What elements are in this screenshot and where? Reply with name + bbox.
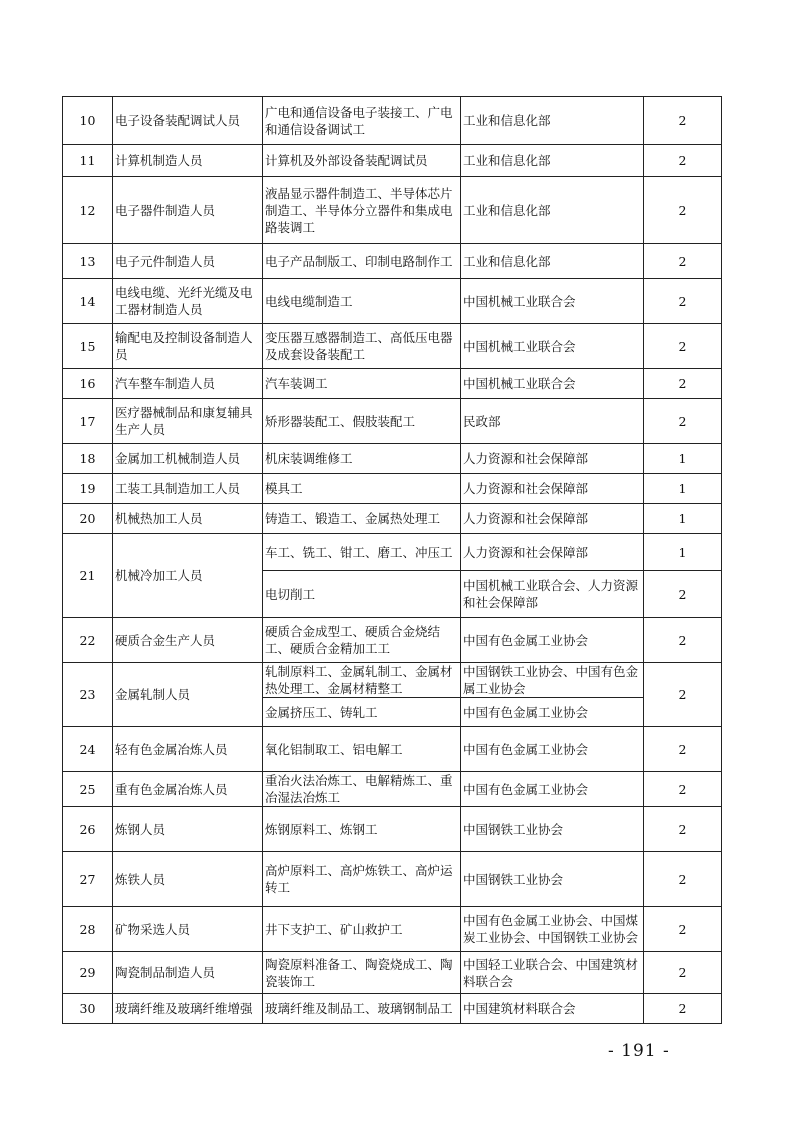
row-number: 30 [63, 994, 113, 1024]
department: 中国有色金属工业协会 [461, 727, 644, 772]
row-number: 17 [63, 399, 113, 444]
count: 2 [644, 399, 722, 444]
count: 1 [644, 504, 722, 534]
row-number: 16 [63, 369, 113, 399]
job-titles: 电线电缆制造工 [263, 279, 461, 324]
count: 2 [644, 145, 722, 177]
department: 中国建筑材料联合会 [461, 994, 644, 1024]
job-titles: 电子产品制版工、印制电路制作工 [263, 244, 461, 279]
count: 2 [644, 369, 722, 399]
job-titles: 变压器互感器制造工、高低压电器及成套设备装配工 [263, 324, 461, 369]
count: 1 [644, 534, 722, 571]
department: 工业和信息化部 [461, 244, 644, 279]
row-number: 26 [63, 807, 113, 852]
row-number: 29 [63, 952, 113, 994]
row-number: 20 [63, 504, 113, 534]
row-number: 10 [63, 97, 113, 145]
row-number: 23 [63, 663, 113, 727]
count: 2 [644, 244, 722, 279]
job-titles: 玻璃纤维及制品工、玻璃钢制品工 [263, 994, 461, 1024]
count: 2 [644, 952, 722, 994]
department: 中国有色金属工业协会 [461, 772, 644, 807]
job-titles: 轧制原料工、金属轧制工、金属材热处理工、金属材精整工 [263, 663, 461, 698]
table-row [63, 145, 722, 177]
occupation-category: 炼钢人员 [113, 807, 263, 852]
count: 2 [644, 994, 722, 1024]
count: 2 [644, 807, 722, 852]
table-row [63, 504, 722, 534]
table-row [63, 399, 722, 444]
job-titles: 电切削工 [263, 571, 461, 618]
occupation-category: 电子设备装配调试人员 [113, 97, 263, 145]
job-titles: 车工、铣工、钳工、磨工、冲压工 [263, 534, 461, 571]
table-row [63, 952, 722, 994]
count: 2 [644, 324, 722, 369]
job-titles: 高炉原料工、高炉炼铁工、高炉运转工 [263, 852, 461, 907]
department: 中国钢铁工业协会、中国有色金属工业协会 [461, 663, 644, 698]
table-row [63, 534, 722, 571]
row-number: 15 [63, 324, 113, 369]
occupation-category: 机械冷加工人员 [113, 534, 263, 618]
count: 2 [644, 279, 722, 324]
row-number: 27 [63, 852, 113, 907]
table-row [63, 244, 722, 279]
row-number: 11 [63, 145, 113, 177]
occupation-category: 重有色金属冶炼人员 [113, 772, 263, 807]
occupation-category: 轻有色金属冶炼人员 [113, 727, 263, 772]
count: 2 [644, 97, 722, 145]
job-titles: 机床装调维修工 [263, 444, 461, 474]
job-titles: 硬质合金成型工、硬质合金烧结工、硬质合金精加工工 [263, 618, 461, 663]
job-titles: 氧化铝制取工、铝电解工 [263, 727, 461, 772]
count: 2 [644, 727, 722, 772]
occupation-category: 矿物采选人员 [113, 907, 263, 952]
job-titles: 模具工 [263, 474, 461, 504]
count: 2 [644, 852, 722, 907]
count: 2 [644, 772, 722, 807]
job-titles: 矫形器装配工、假肢装配工 [263, 399, 461, 444]
department: 中国有色金属工业协会、中国煤炭工业协会、中国钢铁工业协会 [461, 907, 644, 952]
table-row [63, 369, 722, 399]
table-row [63, 324, 722, 369]
occupation-category: 硬质合金生产人员 [113, 618, 263, 663]
occupation-category: 玻璃纤维及玻璃纤维增强 [113, 994, 263, 1024]
count: 2 [644, 663, 722, 727]
table-row [63, 279, 722, 324]
department: 中国机械工业联合会、人力资源和社会保障部 [461, 571, 644, 618]
department: 工业和信息化部 [461, 177, 644, 244]
department: 中国机械工业联合会 [461, 279, 644, 324]
table-row [63, 663, 722, 698]
table-row [63, 772, 722, 807]
department: 人力资源和社会保障部 [461, 504, 644, 534]
occupation-category: 汽车整车制造人员 [113, 369, 263, 399]
department: 民政部 [461, 399, 644, 444]
count: 2 [644, 907, 722, 952]
occupation-category: 电子器件制造人员 [113, 177, 263, 244]
occupation-category: 炼铁人员 [113, 852, 263, 907]
table-row [63, 618, 722, 663]
row-number: 18 [63, 444, 113, 474]
occupation-category: 医疗器械制品和康复辅具生产人员 [113, 399, 263, 444]
job-titles: 广电和通信设备电子装接工、广电和通信设备调试工 [263, 97, 461, 145]
row-number: 14 [63, 279, 113, 324]
department: 中国轻工业联合会、中国建筑材料联合会 [461, 952, 644, 994]
row-number: 25 [63, 772, 113, 807]
job-titles: 汽车装调工 [263, 369, 461, 399]
table-row [63, 852, 722, 907]
row-number: 19 [63, 474, 113, 504]
count: 2 [644, 571, 722, 618]
occupation-table [62, 96, 722, 1024]
count: 2 [644, 618, 722, 663]
table-row [63, 807, 722, 852]
department: 中国机械工业联合会 [461, 324, 644, 369]
job-titles: 炼钢原料工、炼钢工 [263, 807, 461, 852]
department: 中国钢铁工业协会 [461, 807, 644, 852]
table-row [63, 444, 722, 474]
table-row [63, 97, 722, 145]
job-titles: 计算机及外部设备装配调试员 [263, 145, 461, 177]
occupation-category: 电线电缆、光纤光缆及电工器材制造人员 [113, 279, 263, 324]
row-number: 21 [63, 534, 113, 618]
department: 工业和信息化部 [461, 145, 644, 177]
occupation-category: 机械热加工人员 [113, 504, 263, 534]
occupation-category: 金属轧制人员 [113, 663, 263, 727]
department: 人力资源和社会保障部 [461, 534, 644, 571]
occupation-category: 计算机制造人员 [113, 145, 263, 177]
job-titles: 金属挤压工、铸轧工 [263, 698, 461, 727]
job-titles: 井下支护工、矿山救护工 [263, 907, 461, 952]
row-number: 24 [63, 727, 113, 772]
department: 工业和信息化部 [461, 97, 644, 145]
department: 中国机械工业联合会 [461, 369, 644, 399]
row-number: 28 [63, 907, 113, 952]
job-titles: 重冶火法冶炼工、电解精炼工、重冶湿法冶炼工 [263, 772, 461, 807]
table-row [63, 474, 722, 504]
occupation-category: 工装工具制造加工人员 [113, 474, 263, 504]
table-row [63, 907, 722, 952]
count: 1 [644, 444, 722, 474]
row-number: 12 [63, 177, 113, 244]
department: 人力资源和社会保障部 [461, 474, 644, 504]
department: 中国钢铁工业协会 [461, 852, 644, 907]
job-titles: 铸造工、锻造工、金属热处理工 [263, 504, 461, 534]
table-row [63, 177, 722, 244]
count: 2 [644, 177, 722, 244]
department: 中国有色金属工业协会 [461, 618, 644, 663]
occupation-category: 陶瓷制品制造人员 [113, 952, 263, 994]
count: 1 [644, 474, 722, 504]
page-number: - 191 - [608, 1041, 670, 1061]
occupation-category: 电子元件制造人员 [113, 244, 263, 279]
job-titles: 陶瓷原料准备工、陶瓷烧成工、陶瓷装饰工 [263, 952, 461, 994]
job-titles: 液晶显示器件制造工、半导体芯片制造工、半导体分立器件和集成电路装调工 [263, 177, 461, 244]
row-number: 13 [63, 244, 113, 279]
table-row [63, 994, 722, 1024]
department: 中国有色金属工业协会 [461, 698, 644, 727]
occupation-category: 输配电及控制设备制造人员 [113, 324, 263, 369]
row-number: 22 [63, 618, 113, 663]
department: 人力资源和社会保障部 [461, 444, 644, 474]
table-row [63, 727, 722, 772]
occupation-category: 金属加工机械制造人员 [113, 444, 263, 474]
